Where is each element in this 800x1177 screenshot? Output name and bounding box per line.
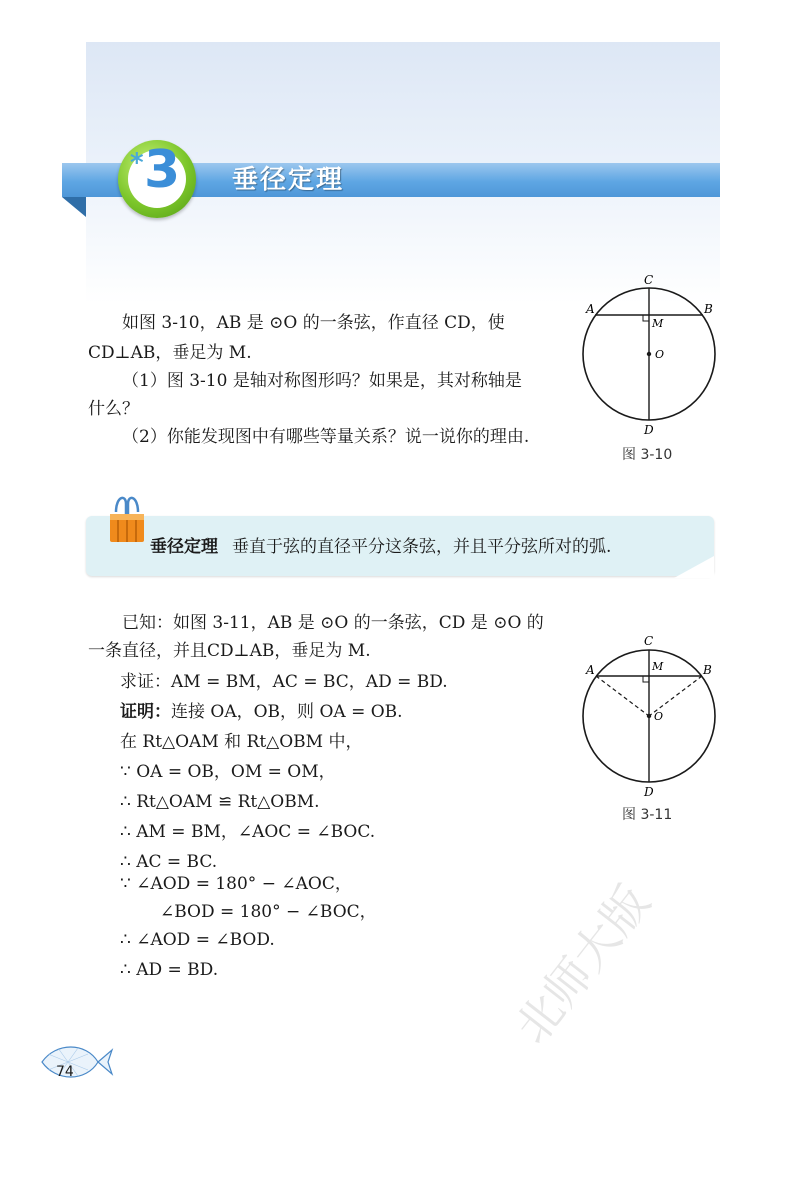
given-line-2: 一条直径，并且CD⊥AB，垂足为 M. <box>88 641 371 661</box>
right-angle-mark <box>643 315 649 321</box>
proof-step-10: ∴ AD = BD. <box>120 960 219 980</box>
label-a: A <box>586 663 595 677</box>
section-number-badge <box>118 140 196 218</box>
binder-clip-icon <box>104 490 150 546</box>
intro-line-2: CD⊥AB，垂足为 M. <box>88 343 252 363</box>
label-o: O <box>655 348 665 361</box>
theorem-statement <box>150 532 611 562</box>
publisher-watermark: 北师大版 <box>504 875 661 1054</box>
prove-statement <box>120 668 448 696</box>
figure-3-10-caption: 图 3-10 <box>622 447 673 463</box>
center-o <box>647 714 651 718</box>
label-d: D <box>644 423 654 437</box>
theorem-name: 垂径定理 <box>150 537 218 557</box>
proof-step-3: ∵ OA = OB，OM = OM， <box>120 762 336 782</box>
figure-3-10 <box>574 270 734 440</box>
intro-line-1: 如图 3-10，AB 是 ⊙O 的一条弦，作直径 CD，使 <box>122 313 505 333</box>
label-m: M <box>652 660 664 673</box>
question-2: （2）你能发现图中有哪些等量关系？说一说你的理由. <box>122 427 530 447</box>
prove-text: AM = BM，AC = BC，AD = BD. <box>171 672 448 692</box>
optional-star-icon: * <box>130 148 144 178</box>
question-1-line-2: 什么？ <box>88 399 139 419</box>
center-o <box>647 352 651 356</box>
label-a: A <box>586 302 595 316</box>
proof-step-6: ∴ AC = BC. <box>120 852 218 872</box>
prove-label: 求证： <box>120 672 171 692</box>
page-number: 74 <box>56 1064 74 1080</box>
label-m: M <box>652 317 664 330</box>
label-b: B <box>703 663 712 677</box>
question-1-line-1: （1）图 3-10 是轴对称图形吗？如果是，其对称轴是 <box>122 371 522 391</box>
fish-page-ornament-icon <box>38 1040 114 1084</box>
label-o: O <box>654 710 664 723</box>
section-title: 垂径定理 <box>232 165 345 195</box>
proof-step-7: ∵ ∠AOD = 180° − ∠AOC， <box>120 874 352 894</box>
given-line-1: 已知：如图 3-11，AB 是 ⊙O 的一条弦，CD 是 ⊙O 的 <box>122 613 544 633</box>
proof-step-4: ∴ Rt△OAM ≌ Rt△OBM. <box>120 792 320 812</box>
figure-3-11-caption: 图 3-11 <box>622 807 673 823</box>
figure-3-11 <box>574 630 734 802</box>
proof-step-1 <box>120 698 403 726</box>
proof-step-1-text: 连接 OA，OB，则 OA = OB. <box>171 702 403 722</box>
label-c: C <box>644 273 654 287</box>
label-b: B <box>704 302 713 316</box>
segment-oa <box>596 676 649 716</box>
proof-step-9: ∴ ∠AOD = ∠BOD. <box>120 930 275 950</box>
label-c: C <box>644 634 654 648</box>
proof-step-5: ∴ AM = BM，∠AOC = ∠BOC. <box>120 822 376 842</box>
section-number: 3 <box>144 140 181 200</box>
right-angle-mark <box>643 676 649 682</box>
label-d: D <box>644 785 654 799</box>
theorem-text: 垂直于弦的直径平分这条弦，并且平分弦所对的弧. <box>232 537 612 557</box>
proof-label: 证明： <box>120 702 171 722</box>
proof-step-2: 在 Rt△OAM 和 Rt△OBM 中， <box>120 732 363 752</box>
ribbon-fold <box>62 197 86 217</box>
proof-step-8: ∠BOD = 180° − ∠BOC， <box>160 902 377 922</box>
